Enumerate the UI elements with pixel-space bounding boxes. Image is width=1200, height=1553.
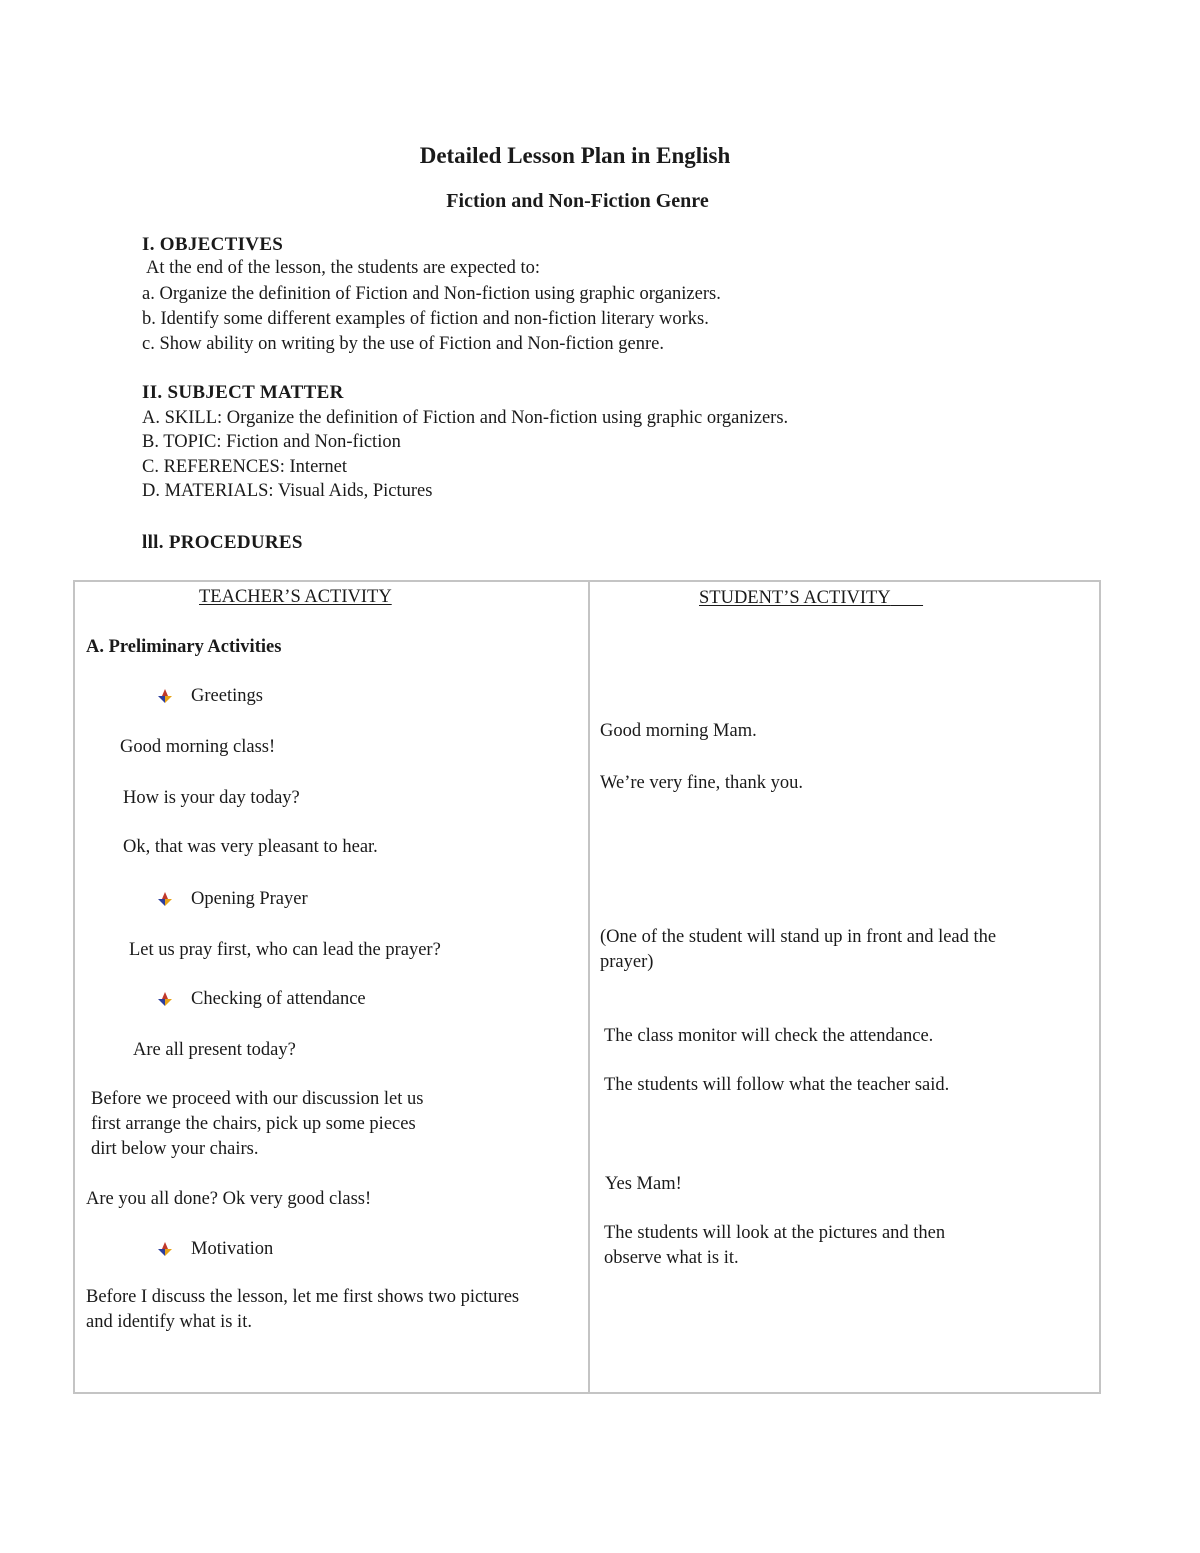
student-follow: The students will follow what the teacher said. <box>604 1075 950 1095</box>
greetings-label: Greetings <box>191 686 263 706</box>
student-prayer: (One of the student will stand up in front and lead the prayer) <box>600 927 997 972</box>
checking-attendance-label: Checking of attendance <box>191 989 366 1009</box>
teacher-before-proceed: Before we proceed with our discussion let us first arrange the chairs, pick up some pieces dirt below your chairs. <box>91 1089 424 1159</box>
teacher-activity-header: TEACHER’S ACTIVITY <box>199 587 392 607</box>
bullet-arrow-icon <box>157 1241 173 1257</box>
student-yes: Yes Mam! <box>605 1174 682 1194</box>
objective-item: a. Organize the definition of Fiction and Non-fiction using graphic organizers. <box>142 284 721 304</box>
objective-item: c. Show ability on writing by the use of Fiction and Non-fiction genre. <box>142 334 665 354</box>
teacher-before-discuss: Before I discuss the lesson, let me first shows two pictures and identify what is it. <box>86 1287 520 1332</box>
teacher-how-is-day: How is your day today? <box>123 788 300 808</box>
preliminary-activities-heading: A. Preliminary Activities <box>86 637 282 657</box>
bullet-arrow-icon <box>157 688 173 704</box>
teacher-good-morning: Good morning class! <box>120 737 276 757</box>
student-monitor: The class monitor will check the attendance. <box>604 1026 934 1046</box>
subject-matter-item: A. SKILL: Organize the definition of Fiction and Non-fiction using graphic organizers. <box>142 408 789 428</box>
objectives-heading: I. OBJECTIVES <box>142 234 284 255</box>
document-title: Detailed Lesson Plan in English <box>419 143 731 168</box>
column-divider <box>588 582 590 1392</box>
motivation-label: Motivation <box>191 1239 274 1259</box>
procedures-table <box>73 580 1101 1394</box>
subject-matter-item: B. TOPIC: Fiction and Non-fiction <box>142 432 401 452</box>
student-fine: We’re very fine, thank you. <box>600 773 803 793</box>
student-good-morning: Good morning Mam. <box>600 721 757 741</box>
teacher-all-present: Are all present today? <box>133 1040 296 1060</box>
objectives-intro: At the end of the lesson, the students are expected to: <box>146 258 541 278</box>
student-activity-header: STUDENT’S ACTIVITY <box>699 588 891 608</box>
teacher-pray-first: Let us pray first, who can lead the prayer? <box>129 940 441 960</box>
student-pictures: The students will look at the pictures and then observe what is it. <box>604 1223 946 1268</box>
bullet-arrow-icon <box>157 991 173 1007</box>
document-subtitle: Fiction and Non-Fiction Genre <box>446 190 709 212</box>
subject-matter-heading: II. SUBJECT MATTER <box>142 382 344 403</box>
bullet-arrow-icon <box>157 891 173 907</box>
subject-matter-item: C. REFERENCES: Internet <box>142 457 348 477</box>
teacher-all-done: Are you all done? Ok very good class! <box>86 1189 372 1209</box>
procedures-heading: lll. PROCEDURES <box>142 532 303 553</box>
subject-matter-item: D. MATERIALS: Visual Aids, Pictures <box>142 481 433 501</box>
objective-item: b. Identify some different examples of fiction and non-fiction literary works. <box>142 309 709 329</box>
teacher-pleasant: Ok, that was very pleasant to hear. <box>123 837 378 857</box>
opening-prayer-label: Opening Prayer <box>191 889 308 909</box>
